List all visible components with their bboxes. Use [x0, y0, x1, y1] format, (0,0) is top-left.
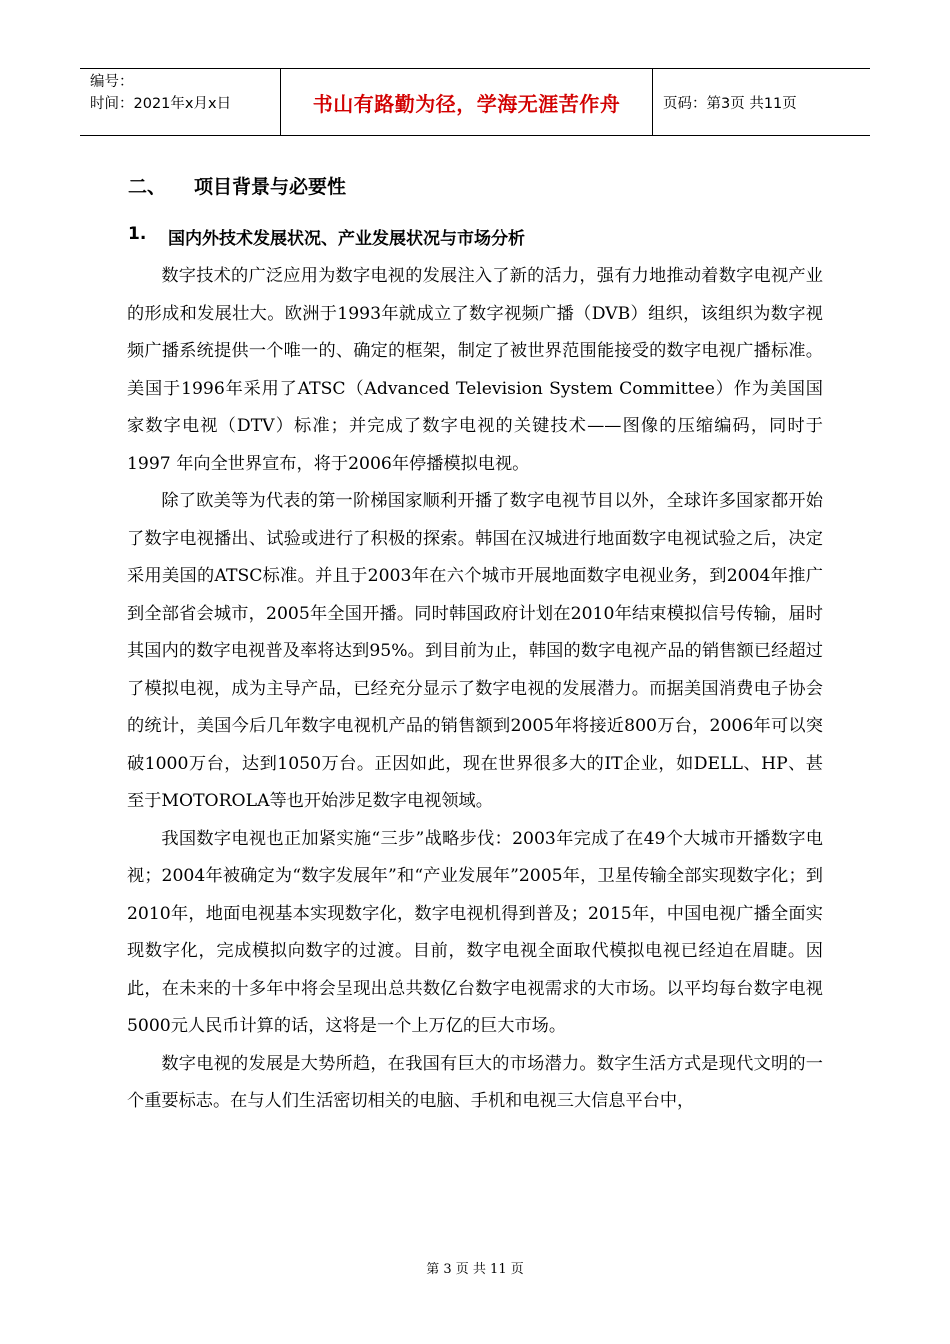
section-title: 项目背景与必要性	[194, 176, 347, 198]
document-time-label: 时间：2021年x月x日	[90, 96, 232, 112]
paragraph: 数字电视的发展是大势所趋，在我国有巨大的市场潜力。数字生活方式是现代文明的一个重要标志。在与人们生活密切相关的电脑、手机和电视三大信息平台中，	[127, 1053, 823, 1111]
paragraph: 我国数字电视也正加紧实施“三步”战略步伐：2003年完成了在49个大城市开播数字电视；2004年被确定为“数字发展年”和“产业发展年”2005年，卫星传输全部实现数字化；到2010年，地面电视基本实现数字化，数字电视机得到普及；2015年，中国电视广播全面实现数字化，完成模拟向数字的过渡。目前，数字电视全面取代模拟电视已经迫在眉睫。因此，在未来的十多年中将会呈现出总共数亿台数字电视需求的大市场。以平均每台数字电视5000元人民币计算的话，这将是一个上万亿的巨大市场。	[127, 828, 823, 1036]
header-page-label: 页码：第3页 共11页	[663, 95, 797, 112]
page-header	[80, 68, 870, 136]
subsection-title: 国内外技术发展状况、产业发展状况与市场分析	[168, 229, 525, 249]
section-number: 二、	[128, 176, 167, 198]
document-number-label: 编号：	[90, 74, 134, 90]
paragraph: 数字技术的广泛应用为数字电视的发展注入了新的活力，强有力地推动着数字电视产业的形成和发展壮大。欧洲于1993年就成立了数字视频广播（DVB）组织，该组织为数字视频广播系统提供一个唯一的、确定的框架，制定了被世界范围能接受的数字电视广播标准。美国于1996年采用了ATSC（Advanced Television System Committee）作为美国国家数字电视（DTV）标准；并完成了数字电视的关键技术——图像的压缩编码，同时于1997 年向全世界宣布，将于2006年停播模拟电视。	[127, 266, 823, 474]
header-motto: 书山有路勤为径，学海无涯苦作舟	[281, 69, 653, 135]
page-footer: 第 3 页 共 11 页	[426, 1262, 524, 1277]
section-heading	[128, 172, 346, 199]
body-text	[127, 258, 823, 1121]
paragraph: 除了欧美等为代表的第一阶梯国家顺利开播了数字电视节目以外，全球许多国家都开始了数字电视播出、试验或进行了积极的探索。韩国在汉城进行地面数字电视试验之后，决定采用美国的ATSC标准。并且于2003年在六个城市开展地面数字电视业务，到2004年推广到全部省会城市，2005年全国开播。同时韩国政府计划在2010年结束模拟信号传输，届时其国内的数字电视普及率将达到95%。到目前为止，韩国的数字电视产品的销售额已经超过了模拟电视，成为主导产品，已经充分显示了数字电视的发展潜力。而据美国消费电子协会的统计，美国今后几年数字电视机产品的销售额到2005年将接近800万台，2006年可以突破1000万台，达到1050万台。正因如此，现在世界很多大的IT企业，如DELL、HP、甚至于MOTOROLA等也开始涉足数字电视领域。	[127, 491, 823, 811]
header-meta	[80, 69, 281, 135]
subsection-number: 1.	[128, 224, 147, 244]
subsection-heading	[128, 224, 525, 249]
